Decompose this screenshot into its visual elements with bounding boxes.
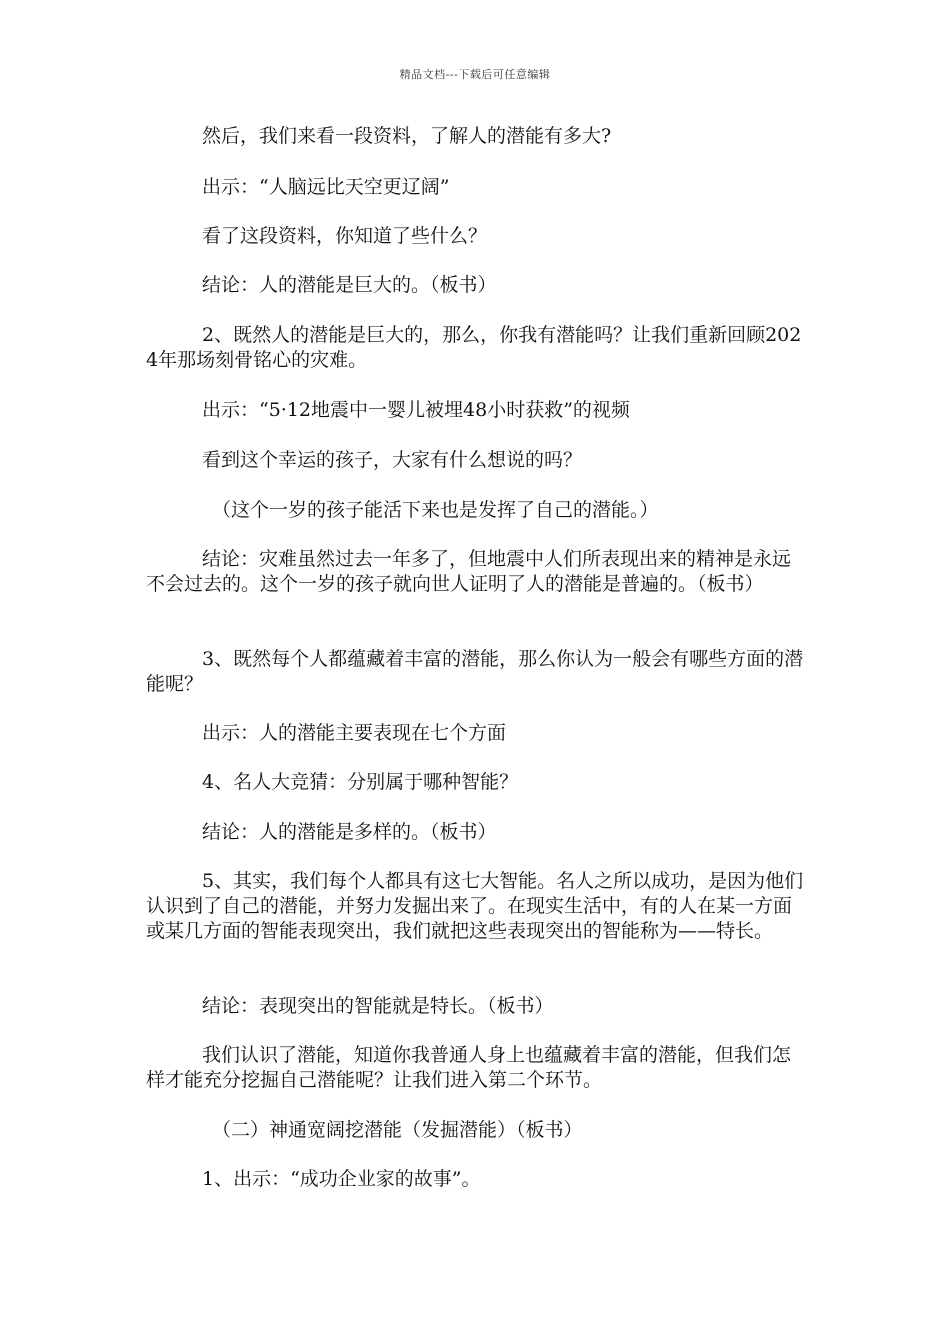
paragraph: 1、出示：“成功企业家的故事”。 xyxy=(202,1168,481,1190)
paragraph: 2、既然人的潜能是巨大的，那么，你我有潜能吗？让我们重新回顾2024年那场刻骨铭心的灾难。 xyxy=(146,324,802,371)
page-header: 精品文档---下载后可任意编辑 xyxy=(399,68,551,81)
paragraph: 出示：人的潜能主要表现在七个方面 xyxy=(202,722,507,744)
paragraph: 3、既然每个人都蕴藏着丰富的潜能，那么你认为一般会有哪些方面的潜能呢？ xyxy=(146,648,804,695)
paragraph: （这个一岁的孩子能活下来也是发挥了自己的潜能。） xyxy=(212,499,659,521)
paragraph: 结论：灾难虽然过去一年多了，但地震中人们所表现出来的精神是永远不会过去的。这个一岁的孩子就向世人证明了人的潜能是普遍的。（板书） xyxy=(146,548,792,595)
paragraph: 出示：“5·12地震中一婴儿被埋48小时获救”的视频 xyxy=(202,399,630,421)
paragraph: 结论：表现突出的智能就是特长。（板书） xyxy=(202,995,554,1017)
paragraph: 我们认识了潜能，知道你我普通人身上也蕴藏着丰富的潜能，但我们怎样才能充分挖掘自己潜能呢？让我们进入第二个环节。 xyxy=(146,1044,792,1091)
paragraph: 看了这段资料，你知道了些什么？ xyxy=(202,225,488,247)
paragraph: 结论：人的潜能是巨大的。（板书） xyxy=(202,274,497,296)
paragraph: 4、名人大竞猜：分别属于哪种智能？ xyxy=(202,771,519,793)
paragraph: 看到这个幸运的孩子，大家有什么想说的吗？ xyxy=(202,449,583,471)
paragraph: 然后，我们来看一段资料，了解人的潜能有多大? xyxy=(202,125,612,147)
paragraph: 结论：人的潜能是多样的。（板书） xyxy=(202,821,497,843)
paragraph: 5、其实，我们每个人都具有这七大智能。名人之所以成功，是因为他们认识到了自己的潜能，并努力发掘出来了。在现实生活中，有的人在某一方面或某几方面的智能表现突出，我们就把这些表现突出的智能称为——特长。 xyxy=(146,870,804,942)
paragraph: 出示：“人脑远比天空更辽阔” xyxy=(202,176,450,198)
paragraph: （二）神通宽阔挖潜能（发掘潜能）（板书） xyxy=(212,1119,583,1141)
